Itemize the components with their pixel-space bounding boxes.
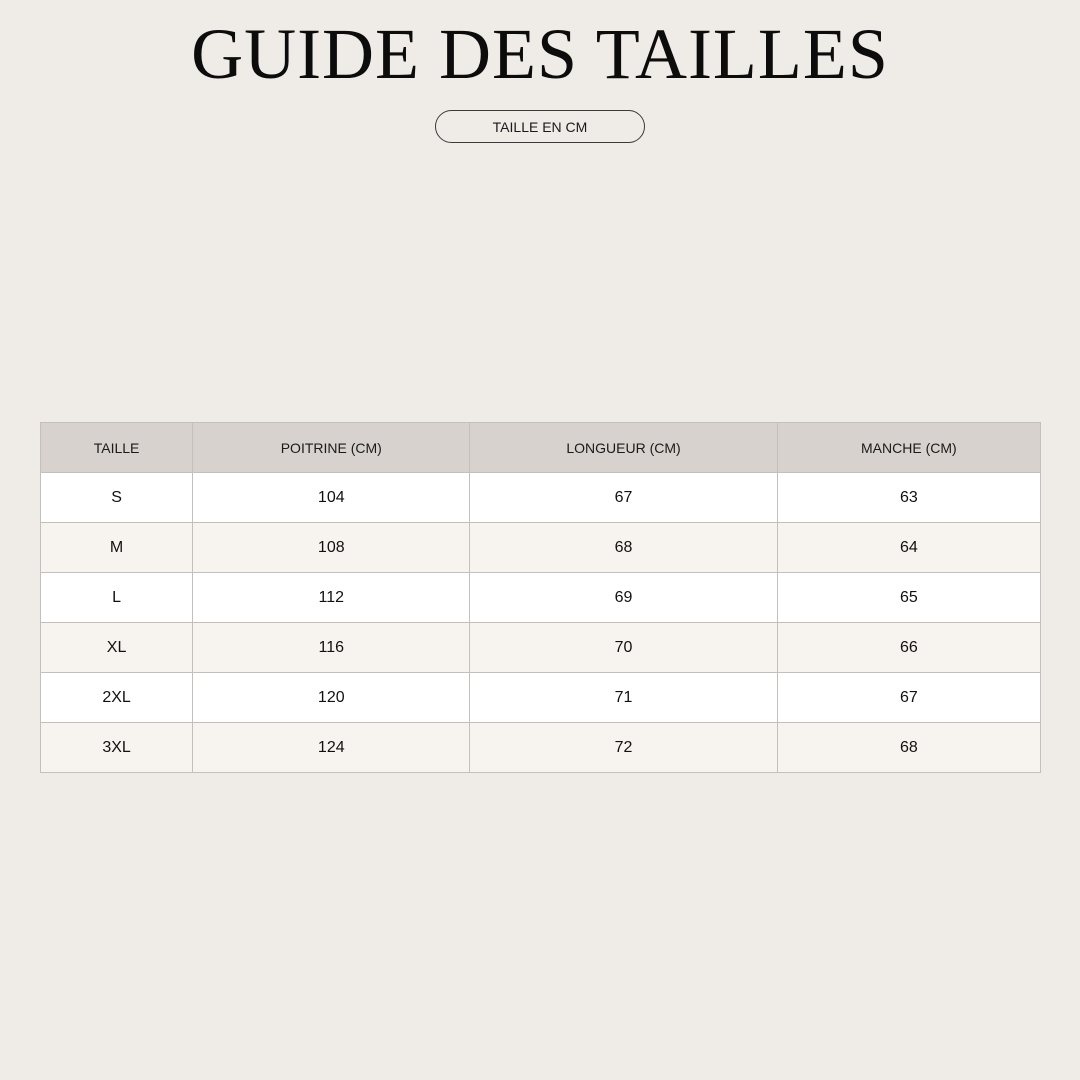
cell-length: 67 <box>470 473 777 523</box>
cell-size: 2XL <box>41 673 193 723</box>
cell-size: XL <box>41 623 193 673</box>
cell-sleeve: 65 <box>777 573 1040 623</box>
cell-chest: 120 <box>193 673 470 723</box>
cell-chest: 108 <box>193 523 470 573</box>
cell-size: 3XL <box>41 723 193 773</box>
table-row <box>41 523 1041 573</box>
cell-length: 72 <box>470 723 777 773</box>
header-sleeve: MANCHE (CM) <box>777 423 1040 473</box>
header-chest: POITRINE (CM) <box>193 423 470 473</box>
cell-length: 69 <box>470 573 777 623</box>
table-row <box>41 473 1041 523</box>
unit-badge: TAILLE EN CM <box>435 110 645 143</box>
cell-size: S <box>41 473 193 523</box>
table-row <box>41 673 1041 723</box>
header-length: LONGUEUR (CM) <box>470 423 777 473</box>
page-title: GUIDE DES TAILLES <box>191 14 889 94</box>
cell-length: 71 <box>470 673 777 723</box>
table-row <box>41 723 1041 773</box>
cell-chest: 124 <box>193 723 470 773</box>
cell-chest: 116 <box>193 623 470 673</box>
cell-sleeve: 64 <box>777 523 1040 573</box>
cell-length: 68 <box>470 523 777 573</box>
table-header-row <box>41 423 1041 473</box>
size-chart-table <box>40 422 1041 773</box>
cell-sleeve: 66 <box>777 623 1040 673</box>
header-size: TAILLE <box>41 423 193 473</box>
table-row <box>41 623 1041 673</box>
cell-size: M <box>41 523 193 573</box>
cell-size: L <box>41 573 193 623</box>
cell-sleeve: 68 <box>777 723 1040 773</box>
cell-chest: 112 <box>193 573 470 623</box>
cell-length: 70 <box>470 623 777 673</box>
cell-sleeve: 63 <box>777 473 1040 523</box>
table-row <box>41 573 1041 623</box>
cell-sleeve: 67 <box>777 673 1040 723</box>
cell-chest: 104 <box>193 473 470 523</box>
